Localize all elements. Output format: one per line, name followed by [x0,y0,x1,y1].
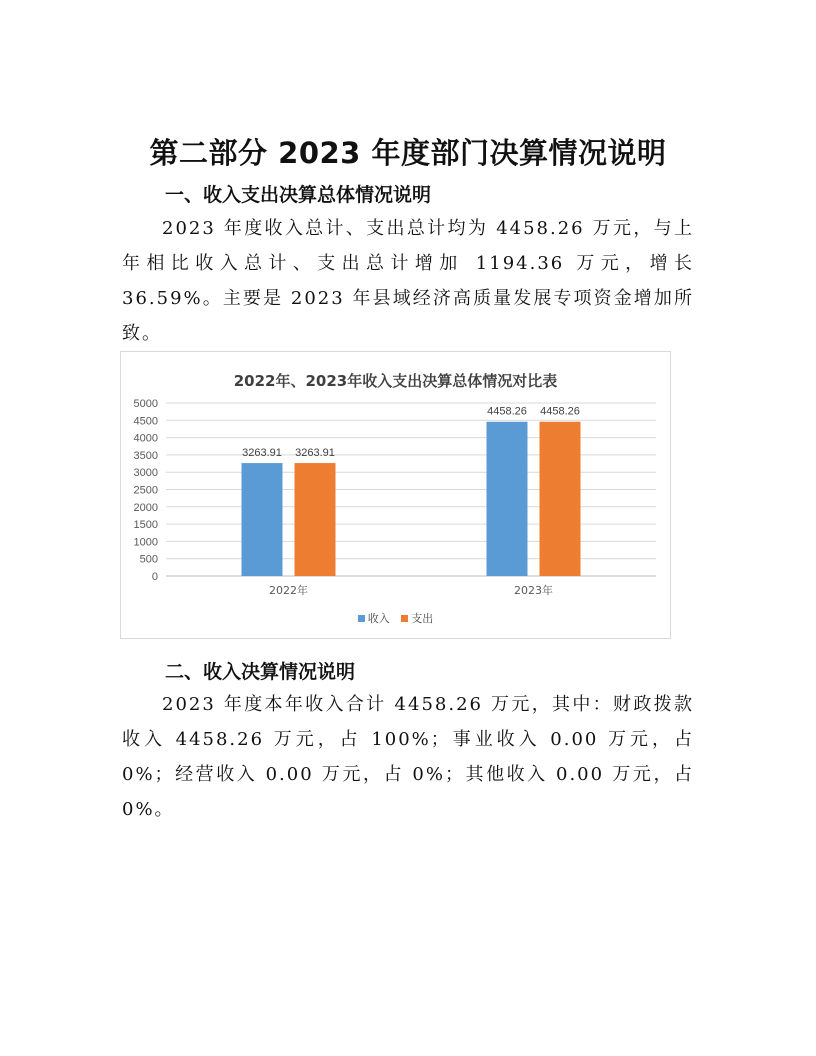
x-tick-label: 2022年 [269,584,308,597]
chart-legend [121,610,670,626]
y-tick-label: 4000 [133,432,158,445]
bar-income [487,422,528,576]
y-tick-label: 2000 [133,501,158,514]
y-tick-label: 3000 [133,467,158,480]
legend-label-expense: 支出 [411,612,434,625]
y-tick-label: 1000 [133,536,158,549]
legend-swatch-income [358,615,365,622]
bar-expense [295,463,336,576]
bar-chart [120,351,671,639]
data-label: 3263.91 [242,447,282,460]
y-tick-label: 4500 [133,415,158,428]
bar-expense [540,422,581,576]
legend-label-income: 收入 [367,612,390,625]
chart-title: 2022年、2023年收入支出决算总体情况对比表 [233,372,558,390]
section-1-paragraph: 2023 年度收入总计、支出总计均为 4458.26 万元，与上年相比收入总计、支出总计增加 1194.36 万元，增长 36.59%。主要是 2023 年县域经济高质量发展专项资金增加所致。 [122,218,695,344]
chart-plot [121,352,670,638]
x-tick-label: 2023年 [514,584,553,597]
bar-income [242,463,283,576]
legend-swatch-expense [401,615,408,622]
y-tick-label: 500 [139,553,158,566]
page-title: 第二部分 2023 年度部门决算情况说明 [149,136,667,170]
y-tick-label: 1500 [133,519,158,532]
y-tick-label: 3500 [133,449,158,462]
legend-item-income [358,610,390,626]
data-label: 3263.91 [295,447,335,460]
section-1-heading: 一、收入支出决算总体情况说明 [165,184,432,206]
legend-item-expense [401,610,433,626]
data-label: 4458.26 [487,405,527,418]
y-tick-label: 0 [151,571,158,583]
y-tick-label: 2500 [133,484,158,497]
section-2-heading: 二、收入决算情况说明 [165,661,356,683]
section-2-paragraph: 2023 年度本年收入合计 4458.26 万元，其中：财政拨款收入 4458.26 万元，占 100%；事业收入 0.00 万元，占 0%；经营收入 0.00 万元，占 0%；其他收入 0.00 万元，占 0%。 [122,694,694,820]
data-label: 4458.26 [540,405,580,418]
y-tick-label: 5000 [133,398,158,410]
